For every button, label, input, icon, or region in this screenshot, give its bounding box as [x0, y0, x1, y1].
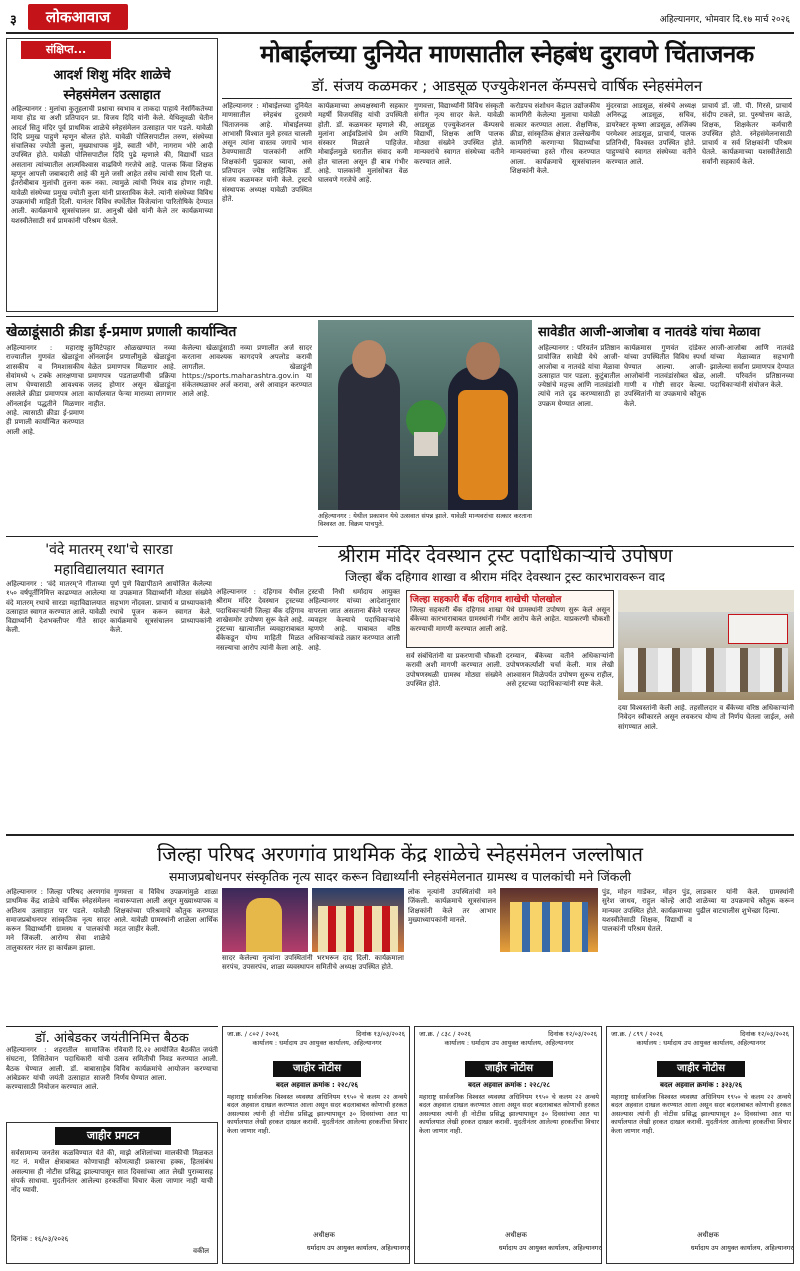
school-col-4: लोक नृत्यांनी उपस्थितांची मने जिंकली. कार्यक्रमाचे सूत्रसंचालन शिक्षकांनी केले तर आभार मुख्याध्यापकांनी मानले. — [408, 888, 496, 924]
notice-3-sign2: धर्मादाय उप आयुक्त कार्यालय, अहिल्यानगर — [690, 1244, 793, 1252]
ambedkar-col-1: अहिल्यानगर : शहरातील सामाजिक संघटना, तिसितेवान पदाधिकारी यांची बैठक घेण्यात आली. डॉ. बाबासाहेब आंबेडकर यांची जयंती उत्साहात साजरी करण्यासाठी नियोजन करण्यात आले. — [6, 1046, 110, 1092]
temple-col-4: दरम्यान, बँकेच्या वतीने अधिकाऱ्यांनी उपोषणकर्त्यांशी चर्चा केली. मात्र लेखी आश्वासन मिळेपर्यंत उपोषण सुरूच राहील, असे ट्रस्टच्या पदाधिकाऱ्यांनी स्पष्ट केले. — [506, 652, 614, 688]
tent-canopy — [618, 590, 794, 612]
dance-photo-2 — [312, 888, 404, 952]
notice-1 — [222, 1026, 410, 1264]
lead-subhead: डॉ. संजय कळमकर ; आडसूळ एज्युकेशनल कॅम्पसचे वार्षिक स्नेहसंमेलन — [311, 77, 703, 95]
grandparents-col-2: कार्यक्रमास गुणवंत दांडेकर यांच्या उपस्थितीत विविध स्पर्धा घेण्यात आल्या. आजी-आजोबांनी नातवंडांसोबत खेळ, गाणी व गोष्टी सादर केल्या. उपस्थितांनी या उपक्रमाचे कौतुक केले. — [624, 344, 706, 408]
grandparents-col-1: अहिल्यानगर : परिवर्तन प्रतिष्ठान प्रायोजित सावेडी येथे आजी-आजोबा व नातवंडे यांचा मेळावा उत्साहात पार पडला. कुटुंबातील ज्येष्ठांचे महत्त्व आणि नातवंडांशी त्यांचे नाते दृढ करण्यासाठी हा उपक्रम घेण्यात आला. — [538, 344, 620, 408]
notice-3-header: कार्यालय : धर्मादाय उप आयुक्त कार्यालय, अहिल्यानगर — [636, 1039, 766, 1047]
paper-name: लोकआवाज — [45, 8, 111, 26]
felicitation-photo — [318, 320, 532, 510]
section-rule-4 — [6, 1026, 218, 1027]
notice-3 — [606, 1026, 794, 1264]
sankshipt-headline-2: स्नेहसंमेलन उत्साहात — [63, 88, 161, 103]
notice-2-header: कार्यालय : धर्मादाय उप आयुक्त कार्यालय, अहिल्यानगर — [444, 1039, 574, 1047]
notice-3-title: जाहीर नोटीस — [657, 1061, 745, 1077]
notice-3-body: महाराष्ट्र सार्वजनिक विश्वस्त व्यवस्था अधिनियम १९५० चे कलम २२ अन्वये बदल अहवाल दाखल करण्यात आला असून सदर बदलाबाबत कोणाची हरकत असल्यास त्यांनी ही नोटीस प्रसिद्ध झाल्यापासून ३० दिवसांच्या आत या कार्यालयात लेखी हरकत दाखल करावी. मुदतीनंतर आलेल्या हरकतींचा विचार केला जाणार नाही. — [611, 1093, 791, 1135]
lead-col-4: करोडपच संशोधन केंद्रात उद्योजकीय कामगिरी केलेल्या मुलाचा यावेळी सत्कार करण्यात आला. शैक्षणिक, क्रीडा, सांस्कृतिक क्षेत्रात उल्लेखनीय कामगिरी करणाऱ्या विद्यार्थ्यांचा मान्यवरांच्या हस्ते गौरव करण्यात आला. कार्यक्रमाचे सूत्रसंचालन शिक्षकांनी केले. — [510, 102, 600, 176]
temple-headline: श्रीराम मंदिर देवस्थान ट्रस्ट पदाधिकाऱ्यांचे उपोषण — [337, 545, 673, 567]
vande-headline-1: 'वंदे मातरम् रथा'चे सारडा — [45, 542, 173, 558]
school-headline: जिल्हा परिषद अरणगांव प्राथमिक केंद्र शाळेचे स्नेहसंमेलन जल्लोषात — [156, 842, 644, 866]
lead-col-5: मुंदरवाडा आडसूळ, संस्थेचे अध्यक्ष अनिरुद्ध आडसूळ, सचिव, डायरेक्टर कृष्णा आडसूळ, अजिंक्य परमेश्वर आडसूळ, प्राचार्य, पालक प्रतिनिधी, विश्वस्त उपस्थित होते. पाहुण्यांचे स्वागत संस्थेच्या वतीने करण्यात आले. — [606, 102, 696, 166]
notice-2-ref: जा.क्र. / ८३८ / २०२६ — [419, 1030, 471, 1038]
temple-col-3: सर्व संबंधितांनी या प्रकरणाची चौकशी करावी अशी मागणी करण्यात आली. उपोषणस्थळी ग्रामस्थ मोठ्या संख्येने उपस्थित होते. — [406, 652, 502, 688]
notice-2-sign1: अधीक्षक — [505, 1231, 527, 1239]
temple-col-5: दया विश्वस्तांनी केली आहे. तहसीलदार व बँकेच्या वरिष्ठ अधिकाऱ्यांनी निवेदन स्वीकारले असून लवकरच योग्य तो निर्णय घेतला जाईल, असे सांगण्यात आले. — [618, 704, 794, 731]
sports-col-3: केलेल्या खेळाडूंसाठी नव्या प्रणालीत अर्ज सादर करताना आवश्यक कागदपत्रे अपलोड करावी लागतील. खेळाडूंनी https://sports.maharashtra.gov.in या संकेतस्थळावर अर्ज करावा, असे आवाहन करण्यात आले आहे. — [182, 344, 312, 399]
notice-1-header: कार्यालय : धर्मादाय उप आयुक्त कार्यालय, अहिल्यानगर — [252, 1039, 382, 1047]
lead-headline: मोबाईलच्या दुनियेत माणसातील स्नेहबंध दुरावणे चिंताजनक — [260, 40, 754, 68]
pragatan-body: सर्वसामान्य जनतेस कळविण्यात येते की, माझे अशिलांच्या मालकीची मिळकत गट नं. मधील क्षेत्राबाबत कोणाचाही कोणत्याही प्रकारचा हक्क, हितसंबंध असल्यास ही नोटीस प्रसिद्ध झाल्यापासून सात दिवसांच्या आत लेखी पुराव्यासह संपर्क साधावा. मुदतीनंतर आलेल्या हरकतींचा विचार केला जाणार नाही याची नोंद घ्यावी. — [11, 1149, 213, 1195]
notice-1-title: जाहीर नोटीस — [273, 1061, 361, 1077]
school-col-1: अहिल्यानगर : जिल्हा परिषद अरणगांव प्राथमिक केंद्र शाळेचे वार्षिक स्नेहसंमेलन अतिशय उत्साहात पार पडले. यावेळी समाजप्रबोधनपर सांस्कृतिक नृत्य सादर करून विद्यार्थ्यांनी ग्रामस्थ व पालकांची मने जिंकली. आरोग्य सेवा शाळेचे तालुकास्तर नंतर हा कार्यक्रम झाला. — [6, 888, 110, 952]
dancer-figure — [246, 898, 282, 952]
school-col-6: लाडकार यांनी केले. ग्रामस्थांनी शाळेच्या या उपक्रमाचे कौतुक करून पुढील वाटचालीस शुभेच्छा दिल्या. — [696, 888, 794, 915]
section-rule-3 — [6, 834, 794, 836]
photo-caption: अहिल्यानगर : येथील प्रकाशन येथे उत्सवात संपन्न झाले. यावेळी मान्यवरांचा सत्कार करताना विश्वस्त आ. विक्रम पाचपुते. — [318, 512, 532, 528]
notice-3-case: बदल अहवाल क्रमांक : ३२३/२६ — [659, 1081, 743, 1089]
protest-photo — [618, 590, 794, 700]
dance-photo-3 — [500, 888, 598, 952]
lead-col-6: प्राचार्य डॉ. जी. पी. गिरसे, प्राचार्य संदीप टकले, प्रा. पुरुषोत्तम काळे, शिक्षक, शिक्षकेतर कर्मचारी उपस्थित होते. स्नेहसंमेलनासाठी प्राचार्य व सर्व शिक्षकांनी परिश्रम घेतले. कार्यक्रमाच्या यशस्वीतेसाठी सर्वांनी सहकार्य केले. — [702, 102, 792, 166]
plant-pot — [414, 432, 438, 456]
notice-2 — [414, 1026, 602, 1264]
lead-col-1: अहिल्यानगर : मोबाईलच्या दुनियेत माणसातील स्नेहबंध दुरावणे चिंताजनक आहे. मोबाईलच्या आभासी विश्वात मुले हरवत चालली असून त्यांना वास्तव जगाचे भान ठेवण्यासाठी पालकांनी आणि शिक्षकांनी पुढाकार घ्यावा, असे प्रतिपादन ज्येष्ठ साहित्यिक डॉ. संजय कळमकर यांनी केले. ट्रस्टचे संस्थापक अध्यक्ष यावेळी उपस्थित होते. — [222, 102, 312, 203]
performers — [510, 902, 588, 952]
saffron-shawl — [458, 390, 508, 500]
notice-2-body: महाराष्ट्र सार्वजनिक विश्वस्त व्यवस्था अधिनियम १९५० चे कलम २२ अन्वये बदल अहवाल दाखल करण्यात आला असून सदर बदलाबाबत कोणाची हरकत असल्यास त्यांनी ही नोटीस प्रसिद्ध झाल्यापासून ३० दिवसांच्या आत या कार्यालयात लेखी हरकत दाखल करावी. मुदतीनंतर आलेल्या हरकतींचा विचार केला जाणार नाही. — [419, 1093, 599, 1135]
school-col-3: सादर केलेल्या नृत्यांना उपस्थितांनी भरभरून दाद दिली. कार्यक्रमाला सरपंच, उपसरपंच, शाळा व्यवस्थापन समितीचे अध्यक्ष उपस्थित होते. — [222, 954, 404, 972]
notice-2-title: जाहीर नोटीस — [465, 1061, 553, 1077]
banner — [728, 614, 788, 644]
notice-1-ref: जा.क्र. / ८०२ / २०२६ — [227, 1030, 279, 1038]
sankshipt-box — [6, 38, 218, 312]
sports-col-1: अहिल्यानगर : महाराष्ट्र राज्यातील गुणवंत खेळाडूंना शासकीय व निमशासकीय सेवांमध्ये ५ टक्के आरक्षणाचा लाभ घेण्यासाठी आवश्यक असलेले क्रीडा प्रमाणपत्र आता ऑनलाईन पद्धतीने मिळणार आहे. त्यासाठी क्रीडा ई-प्रमाण ही प्रणाली कार्यान्वित करण्यात आली आहे. — [6, 344, 84, 436]
pragatan-date: दिनांक : १६/०३/२०२६ — [11, 1235, 69, 1243]
bank-expose-title: जिल्हा सहकारी बँक दहिगाव शाखेची पोलखोल — [410, 595, 562, 605]
temple-col-2: ट्रस्टची निधी धर्मादाय आयुक्त अहिल्यानगर यांच्या आदेशानुसार वापरला जात असताना बँकेने परस्पर व्यवहार केल्याचे पदाधिकाऱ्यांचे म्हणणे आहे. याबाबत वरिष्ठ अधिकाऱ्यांकडे तक्रार करण्यात आली आहे. — [308, 588, 400, 652]
dateline: अहिल्यानगर, भोमवार दि.१७ मार्च २०२६ — [659, 15, 790, 25]
pragatan-title: जाहीर प्रगटन — [55, 1127, 171, 1145]
notice-1-sign1: अधीक्षक — [313, 1231, 335, 1239]
bank-expose-body: जिल्हा सहकारी बँक दहिगाव शाखा येथे ग्रामस्थांनी उपोषण सुरू केले असून बँकेच्या कारभाराबाबत ग्रामस्थांनी गंभीर आरोप केले आहेत. याप्रकरणी चौकशी करण्याची मागणी करण्यात आली आहे. — [410, 606, 610, 633]
temple-subhead: जिल्हा बँक दहिगाव शाखा व श्रीराम मंदिर देवस्थान ट्रस्ट कारभारावरून वाद — [345, 570, 665, 584]
ambedkar-col-2: रविवारी दि.२२ आयोजित बैठकीत जयंती उत्सव समितीची निवड करण्यात आली. विविध कार्यक्रमांचे आयोजन करण्याचा निर्णय घेण्यात आला. — [114, 1046, 218, 1082]
grandparents-col-3: आजी-आजोबा आणि नातवंडे यांच्या मेळाव्यात सहभागी झालेल्या सर्वांना प्रमाणपत्र देण्यात आली. परिवर्तन प्रतिष्ठानच्या पदाधिकाऱ्यांनी संयोजन केले. — [710, 344, 794, 390]
school-col-2: गुणवत्ता व विविध उपक्रमांमुळे शाळा नावारूपाला आली असून मुख्याध्यापक व शिक्षकांच्या परिश्रमाचे कौतुक करण्यात आले. यावेळी ग्रामस्थांनी शाळेला आर्थिक मदत जाहीर केली. — [114, 888, 218, 934]
notice-2-date: दिनांक १२/०३/२०२६ — [548, 1030, 597, 1038]
vande-col-1: अहिल्यानगर : 'वंदे मातरम्'ने गीताच्या १५० वर्षपूर्तीनिमित्त काढण्यात आलेल्या वंदे मातरम् रथाचे सारडा महाविद्यालयात उत्साहात स्वागत करण्यात आले. यावेळी विद्यार्थ्यांनी देशभक्तीपर गीते सादर केली. — [6, 580, 106, 635]
notice-1-sign2: धर्मादाय उप आयुक्त कार्यालय, अहिल्यानगर — [306, 1244, 409, 1252]
person-right-head — [466, 342, 500, 380]
notice-1-body: महाराष्ट्र सार्वजनिक विश्वस्त व्यवस्था अधिनियम १९५० चे कलम २२ अन्वये बदल अहवाल दाखल करण्यात आला असून सदर बदलाबाबत कोणाची हरकत असल्यास त्यांनी ही नोटीस प्रसिद्ध झाल्यापासून ३० दिवसांच्या आत या कार्यालयात लेखी हरकत दाखल करावी. मुदतीनंतर आलेल्या हरकतींचा विचार केला जाणार नाही. — [227, 1093, 407, 1135]
notice-3-date: दिनांक १२/०३/२०२६ — [740, 1030, 789, 1038]
person-left-head — [352, 340, 386, 378]
dancers-group — [318, 906, 398, 952]
sankshipt-tag: संक्षिप्त... — [21, 41, 111, 59]
grandparents-headline: सावेडीत आजी-आजोबा व नातवंडे यांचा मेळावा — [538, 325, 761, 340]
dance-photo-1 — [222, 888, 308, 952]
vande-col-2: पूर्ण पुणे विद्यापीठाने आयोजित केलेल्या या उपक्रमात विद्यार्थ्यांनी मोठ्या संख्येने सहभाग नोंदवला. प्राचार्य व प्राध्यापकांनी रथाचे पूजन करून स्वागत केले. कार्यक्रमाचे सूत्रसंचालन प्राध्यापकांनी केले. — [110, 580, 212, 635]
temple-col-1: अहिल्यानगर : दहिगाव येथील श्रीराम मंदिर देवस्थान ट्रस्टच्या पदाधिकाऱ्यांनी जिल्हा बँक दहिगाव शाखेसमोर उपोषण सुरू केले आहे. ट्रस्टच्या खात्यातील व्यवहाराबाबत बँकेकडून योग्य माहिती मिळत नसल्याचा आरोप त्यांनी केला आहे. — [216, 588, 304, 652]
bank-expose-box — [406, 590, 614, 648]
school-col-5: पुंड, मोहन गाडेकर, मोहन पुंड, सुरेश जाधव, राहुल कोल्हे आदी मान्यवर उपस्थित होते. कार्यक्रमाच्या यशस्वीतेसाठी शिक्षक, विद्यार्थी व पालकांनी परिश्रम घेतले. — [602, 888, 692, 934]
notice-2-sign2: धर्मादाय उप आयुक्त कार्यालय, अहिल्यानगर — [498, 1244, 601, 1252]
vande-headline-2: महाविद्यालयात स्वागत — [54, 562, 164, 578]
sports-col-2: कुमिटेपहार ओळखण्यात नव्या ऑनलाईन प्रणालीमुळे खेळाडूंना वेळेत प्रमाणपत्र मिळणार आहे. प्रमाणपत्र पडताळणीची प्रक्रिया जलद होणार असून खेळाडूंना कार्यालयात फेऱ्या माराव्या लागणार नाहीत. — [88, 344, 176, 408]
paper-logo — [28, 4, 128, 30]
ambedkar-headline: डॉ. आंबेडकर जयंतीनिमित्त बैठक — [35, 1031, 189, 1046]
pragatan-signatory: वकील — [193, 1247, 209, 1255]
school-subhead: समाजप्रबोधनपर संस्कृतिक नृत्य सादर करून विद्यार्थ्यांनी स्नेहसंमेलनात ग्रामस्थ व पालकांची मने जिंकली — [168, 869, 632, 884]
page-number: ३ — [10, 13, 17, 28]
sankshipt-headline-1: आदर्श शिशु मंदिर शाळेचे — [53, 68, 171, 83]
sankshipt-body: अहिल्यानगर : मुलांचा कुतूहलाची प्रश्नाचा स्वभाव व ताकदा पाहाये नेसर्गिकतेच्या माया होड या अशी प्रतिपादन प्रा. विजय दिदि यांनी केले. येथिलूवळी चेतीन आदर्श सितु मंदिर पूर्व प्राथमिक शाळेचे स्नेहसंमेलन उत्साहात पार पडले. यावेळी दिदि प्रमुख पाहुणे म्हणून बोलत होते. यावेळी पोलिसपाटील तरुण, संस्थेच्या संचालिका ज्योती कुला, मुख्याधापक मुंडे, स्वाती भोंगे, नागराम भोरे आदी उपस्थित होते. यावेळी पोलिसपाटील दिदि पुढे म्हणाले की, विद्यार्थी घडत असताना त्यांच्यातील आत्मविश्वास वाढविणे गरजेचे आहे. पालक किंवा शिक्षक म्हणून आपली जबाबदारी आहे की मुले जसी आहेत तसेच त्यांची साथ दिली पा. ईतरोबीबाव मुलांची तुलना करू नका. त्यामुळे त्यांची नियंत्र वाढ होणार नाही. यावेळी संस्थेच्या प्रमुख ज्योती कुला यांनी प्रास्ताविक केले. त्यांनी संस्थेच्या विविध उपक्रमांची माहिती दिली. यानंतर विविध स्पर्धेतील विजेत्यांना पारितोषिके देण्यात आली. कार्यक्रमाचे सूत्रसंचालन प्रा. आनुश्री खेसे यांनी केले तर कार्यक्रमाच्या यशस्वीतेसाठी सर्व प्रामकांनी परिश्रम घेतले. — [11, 105, 213, 225]
section-rule-2 — [6, 536, 318, 537]
pragatan-box — [6, 1122, 218, 1264]
seated-people — [624, 648, 788, 692]
section-rule-1 — [6, 316, 794, 317]
notice-3-ref: जा.क्र. / ८९९ / २०२६ — [611, 1030, 663, 1038]
notice-1-case: बदल अहवाल क्रमांक : २२८/२६ — [275, 1081, 359, 1089]
lead-subhead-rule — [222, 98, 792, 99]
sports-headline: खेळाडूंसाठी क्रीडा ई-प्रमाण प्रणाली कार्यान्वित — [6, 324, 237, 340]
lead-col-2: कार्यक्रमाच्या अध्यक्षस्थानी सहकार महर्षी विजयसिंह यांची उपस्थिती होती. डॉ. कळमकर म्हणाले की, मुलांना आईवडिलांचे प्रेम आणि संस्कार मिळाले पाहिजेत. मोबाईलमुळे घरातील संवाद कमी होत चालला असून ही बाब गंभीर आहे. पालकांनी मुलांसोबत वेळ घालवणे गरजेचे आहे. — [318, 102, 408, 185]
lead-col-3: गुणवत्ता, विद्यार्थ्यांनी विविध संस्कृती संगीत नृत्य सादर केले. यावेळी आडसूळ एज्युकेशनल कॅम्पसचे विद्यार्थी, शिक्षक आणि पालक मोठ्या संख्येने उपस्थित होते. मान्यवरांचे स्वागत संस्थेच्या वतीने करण्यात आले. — [414, 102, 504, 166]
person-left-figure — [338, 360, 400, 510]
notice-3-sign1: अधीक्षक — [697, 1231, 719, 1239]
notice-1-date: दिनांक १३/०३/२०२६ — [356, 1030, 405, 1038]
masthead-rule — [6, 32, 794, 34]
notice-2-case: बदल अहवाल क्रमांक : २२८/२८ — [467, 1081, 551, 1089]
